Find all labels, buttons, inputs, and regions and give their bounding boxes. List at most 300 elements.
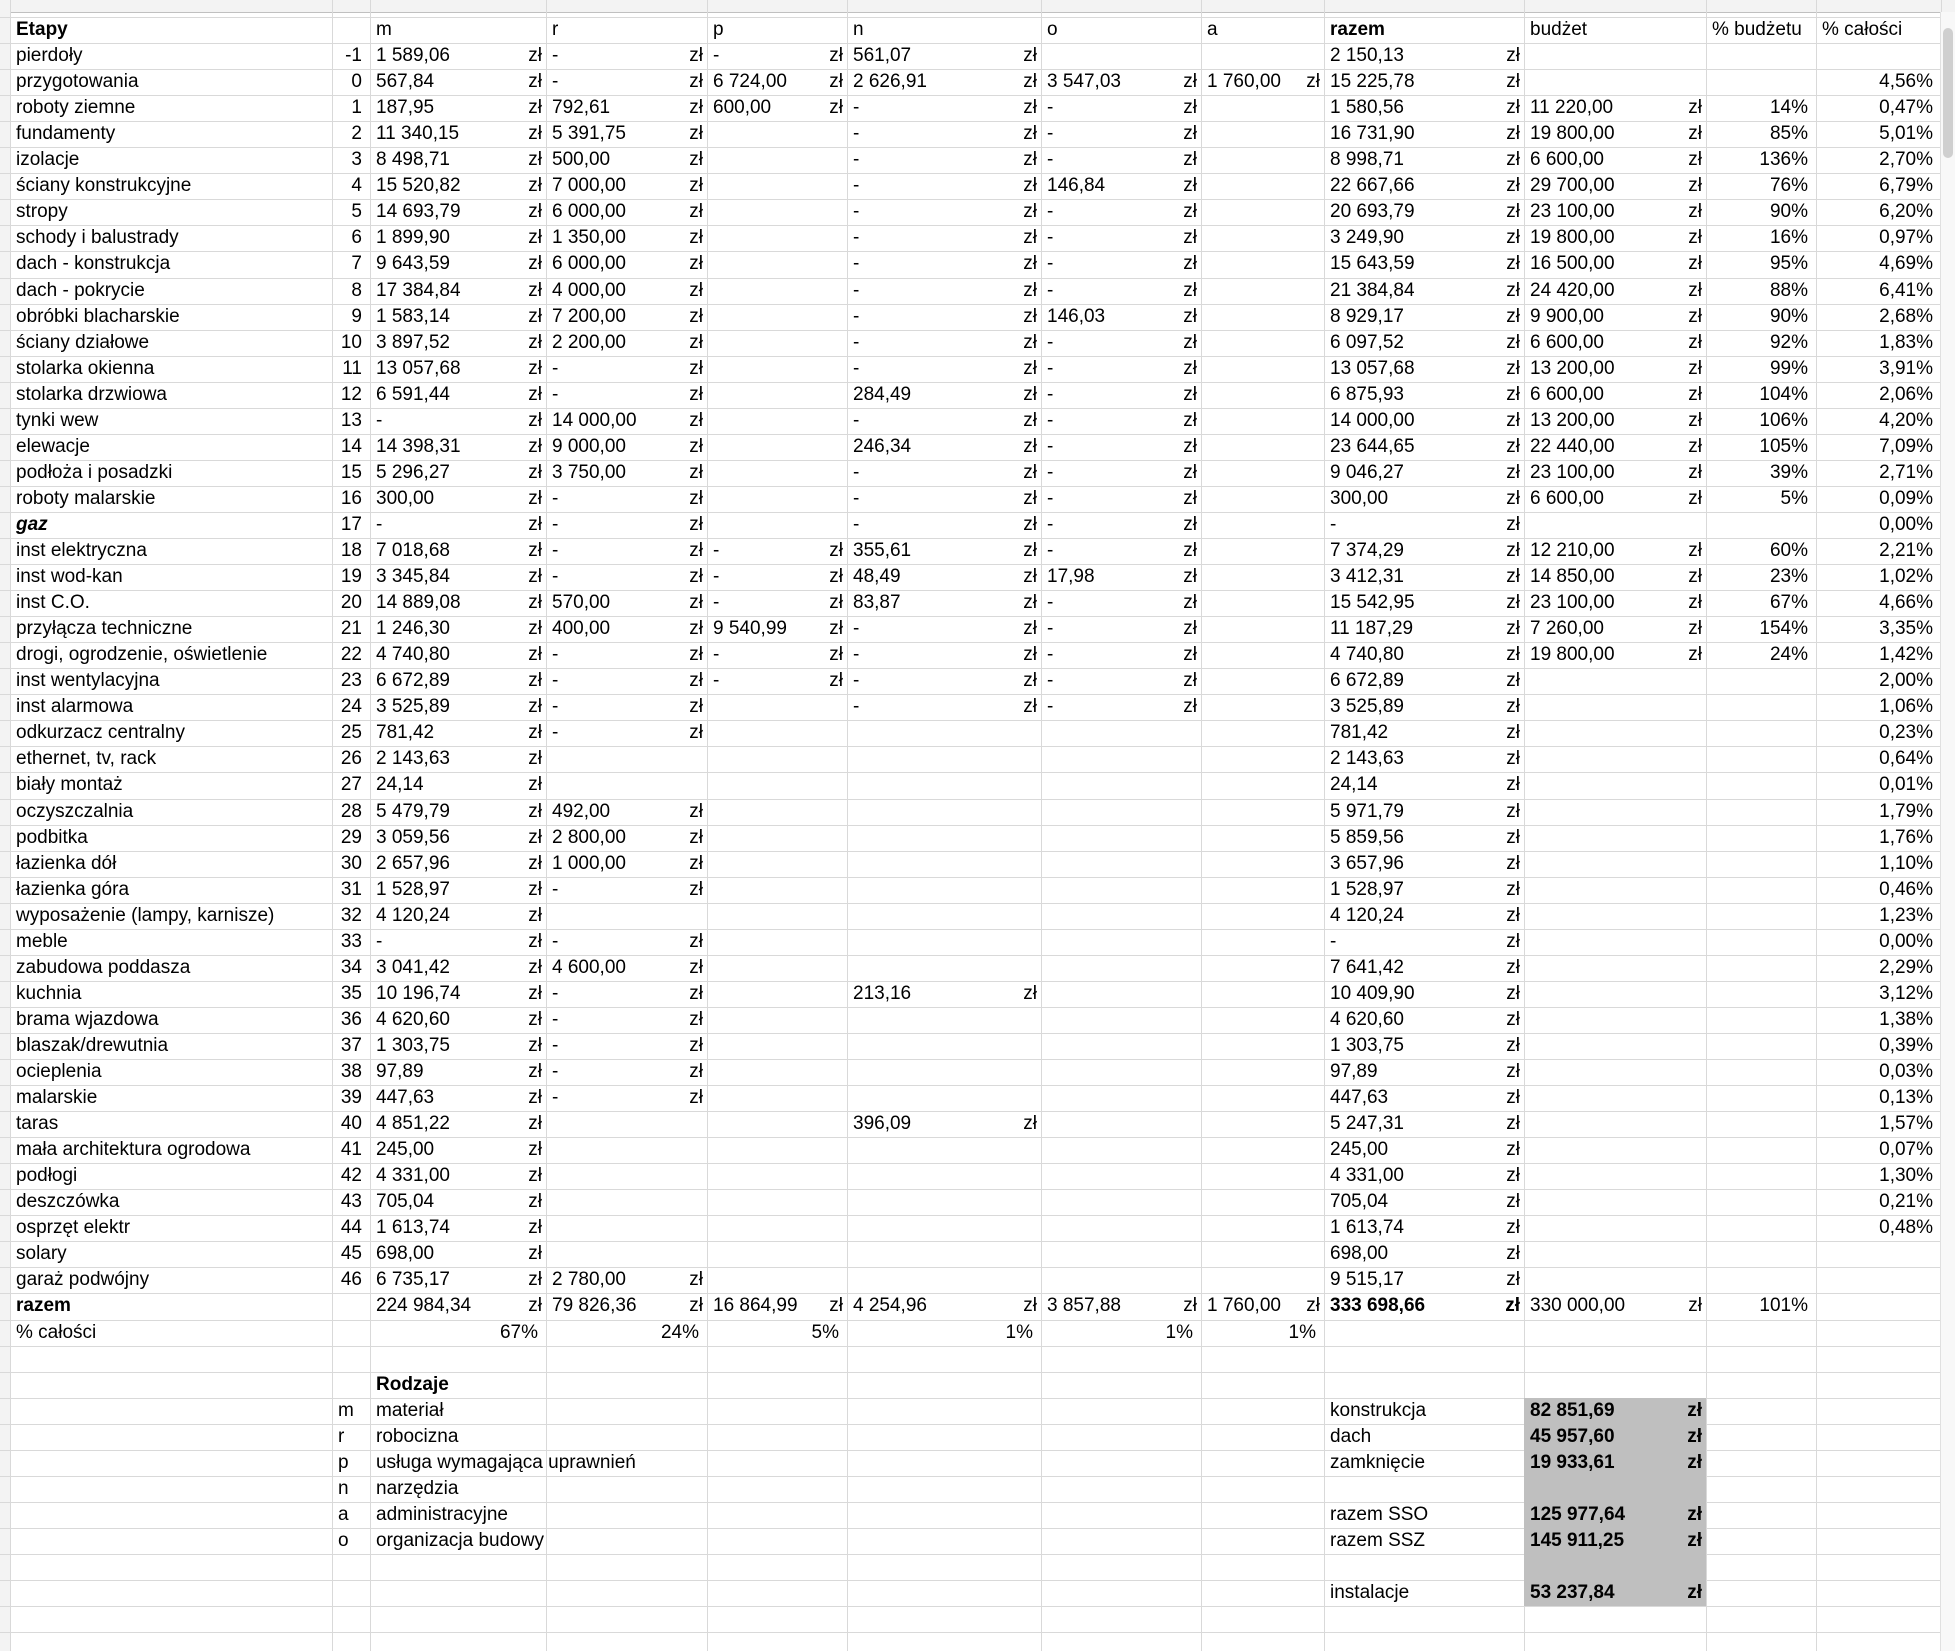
value-m[interactable]: 5 479,79 [376,801,450,822]
value-m[interactable]: 1 583,14 [376,306,450,327]
currency-r[interactable]: zł [689,436,703,457]
currency-razem[interactable]: zł [1506,748,1520,769]
currency-razem[interactable]: zł [1506,644,1520,665]
currency-m[interactable]: zł [528,436,542,457]
row-name[interactable]: gaz [16,514,48,535]
value-a[interactable] [1201,903,1296,929]
row-index[interactable]: 34 [340,957,362,978]
value-a[interactable] [1201,1267,1296,1293]
value-p[interactable] [707,1241,817,1267]
value-budzet[interactable]: 12 210,00 [1530,540,1615,561]
value-pct-calosci[interactable]: 1,38% [1879,1009,1933,1030]
value-r[interactable]: 6 000,00 [552,201,626,222]
currency-budzet[interactable]: zł [1688,306,1702,327]
currency-r[interactable]: zł [689,1061,703,1082]
currency-r[interactable]: zł [689,280,703,301]
value-r[interactable] [546,1241,676,1267]
value-razem[interactable]: 4 620,60 [1330,1009,1404,1030]
value-p[interactable]: - [713,566,720,587]
value-p[interactable] [707,1163,817,1189]
currency-r[interactable]: zł [689,1035,703,1056]
currency-m[interactable]: zł [528,97,542,118]
total-currency-p[interactable]: zł [829,1295,843,1316]
value-o[interactable]: - [1047,97,1054,118]
value-budzet[interactable] [1524,1215,1674,1241]
value-p[interactable] [707,929,817,955]
value-m[interactable]: 6 672,89 [376,670,450,691]
currency-razem[interactable]: zł [1506,879,1520,900]
row-index[interactable]: 38 [340,1061,362,1082]
row-index[interactable]: 11 [342,358,362,379]
row-index[interactable]: 40 [340,1113,362,1134]
value-n[interactable]: - [853,227,860,248]
value-pct-budzetu[interactable] [1706,1111,1816,1137]
value-o[interactable]: - [1047,462,1054,483]
value-o[interactable]: 17,98 [1047,566,1095,587]
currency-m[interactable]: zł [528,801,542,822]
currency-r[interactable]: zł [689,45,703,66]
value-n[interactable] [847,1085,1007,1111]
value-razem[interactable]: 3 657,96 [1330,853,1404,874]
row-index[interactable]: 32 [340,905,362,926]
value-pct-calosci[interactable]: 1,30% [1879,1165,1933,1186]
currency-razem[interactable]: zł [1506,436,1520,457]
value-r[interactable]: 2 200,00 [552,332,626,353]
currency-r[interactable]: zł [689,879,703,900]
currency-m[interactable]: zł [528,853,542,874]
currency-m[interactable]: zł [528,462,542,483]
value-n[interactable] [847,720,1007,746]
currency-o[interactable]: zł [1183,227,1197,248]
summary-label[interactable]: zamknięcie [1330,1452,1426,1473]
currency-n[interactable]: zł [1023,149,1037,170]
value-n[interactable] [847,1267,1007,1293]
value-budzet[interactable] [1524,1085,1674,1111]
currency-m[interactable]: zł [528,748,542,769]
value-pct-budzetu[interactable]: 99% [1769,358,1808,379]
value-r[interactable]: - [552,71,559,92]
value-r[interactable]: 5 391,75 [552,123,626,144]
currency-r[interactable]: zł [689,1009,703,1030]
value-m[interactable]: 14 398,31 [376,436,461,457]
header-n[interactable]: n [853,19,864,40]
value-n[interactable]: - [853,306,860,327]
value-pct-calosci[interactable] [1816,1267,1941,1293]
currency-razem[interactable]: zł [1506,1009,1520,1030]
currency-razem[interactable]: zł [1506,149,1520,170]
currency-razem[interactable]: zł [1506,905,1520,926]
currency-razem[interactable]: zł [1506,827,1520,848]
value-razem[interactable]: 5 859,56 [1330,827,1404,848]
value-a[interactable] [1201,616,1296,642]
currency-m[interactable]: zł [528,1087,542,1108]
currency-n[interactable]: zł [1023,175,1037,196]
value-n[interactable] [847,1007,1007,1033]
value-m[interactable]: 187,95 [376,97,435,118]
value-o[interactable] [1041,772,1181,798]
value-pct-calosci[interactable]: 0,23% [1879,722,1933,743]
currency-n[interactable]: zł [1023,384,1037,405]
value-budzet[interactable]: 22 440,00 [1530,436,1615,457]
currency-m[interactable]: zł [528,384,542,405]
value-razem[interactable]: - [1330,931,1337,952]
currency-razem[interactable]: zł [1506,410,1520,431]
value-n[interactable]: 561,07 [853,45,912,66]
currency-razem[interactable]: zł [1506,722,1520,743]
currency-razem[interactable]: zł [1506,97,1520,118]
value-o[interactable]: - [1047,332,1054,353]
value-pct-budzetu[interactable]: 105% [1759,436,1808,457]
value-razem[interactable]: 447,63 [1330,1087,1389,1108]
value-pct-budzetu[interactable]: 95% [1769,253,1808,274]
value-budzet[interactable]: 16 500,00 [1530,253,1615,274]
value-razem[interactable]: 4 120,24 [1330,905,1404,926]
value-o[interactable] [1041,1163,1181,1189]
value-budzet[interactable]: 6 600,00 [1530,149,1604,170]
percent-o[interactable]: 1% [1165,1322,1193,1343]
currency-n[interactable]: zł [1023,462,1037,483]
value-pct-budzetu[interactable] [1706,955,1816,981]
currency-o[interactable]: zł [1183,384,1197,405]
value-m[interactable]: 14 889,08 [376,592,461,613]
header-razem[interactable]: razem [1330,19,1385,40]
currency-m[interactable]: zł [528,1217,542,1238]
currency-razem[interactable]: zł [1506,801,1520,822]
value-m[interactable]: 3 041,42 [376,957,450,978]
value-r[interactable]: 4 600,00 [552,957,626,978]
currency-m[interactable]: zł [528,931,542,952]
currency-r[interactable]: zł [689,983,703,1004]
value-a[interactable]: 1 760,00 [1207,71,1281,92]
total-r[interactable]: 79 826,36 [552,1295,637,1316]
value-r[interactable]: 400,00 [552,618,611,639]
currency-o[interactable]: zł [1183,592,1197,613]
header-pct-calosci[interactable]: % całości [1822,19,1903,40]
value-m[interactable]: 2 657,96 [376,853,450,874]
value-razem[interactable]: 1 580,56 [1330,97,1404,118]
value-budzet[interactable]: 24 420,00 [1530,280,1615,301]
currency-o[interactable]: zł [1183,540,1197,561]
value-razem[interactable]: 9 515,17 [1330,1269,1404,1290]
value-pct-budzetu[interactable] [1706,799,1816,825]
value-p[interactable]: - [713,45,720,66]
currency-m[interactable]: zł [528,253,542,274]
value-pct-calosci[interactable]: 0,09% [1879,488,1933,509]
value-p[interactable] [707,1137,817,1163]
value-a[interactable] [1201,1137,1296,1163]
value-o[interactable]: - [1047,123,1054,144]
row-name[interactable]: malarskie [16,1087,98,1108]
currency-n[interactable]: zł [1023,566,1037,587]
value-razem[interactable]: 5 971,79 [1330,801,1404,822]
value-a[interactable] [1201,694,1296,720]
currency-m[interactable]: zł [528,175,542,196]
currency-m[interactable]: zł [528,879,542,900]
currency-m[interactable]: zł [528,1165,542,1186]
value-n[interactable]: - [853,97,860,118]
value-razem[interactable]: 4 740,80 [1330,644,1404,665]
value-a[interactable] [1201,486,1296,512]
currency-budzet[interactable]: zł [1688,592,1702,613]
row-index[interactable]: 43 [340,1191,362,1212]
currency-p[interactable]: zł [829,592,843,613]
row-name[interactable]: fundamenty [16,123,116,144]
currency-n[interactable]: zł [1023,253,1037,274]
value-n[interactable]: - [853,358,860,379]
value-budzet[interactable] [1524,903,1674,929]
currency-o[interactable]: zł [1183,175,1197,196]
value-n[interactable]: - [853,462,860,483]
value-n[interactable]: 355,61 [853,540,912,561]
value-razem[interactable]: 20 693,79 [1330,201,1415,222]
value-o[interactable]: - [1047,384,1054,405]
row-index[interactable]: 16 [340,488,362,509]
currency-n[interactable]: zł [1023,436,1037,457]
currency-o[interactable]: zł [1183,670,1197,691]
value-n[interactable]: 213,16 [853,983,912,1004]
currency-razem[interactable]: zł [1506,306,1520,327]
value-pct-budzetu[interactable]: 23% [1769,566,1808,587]
value-a[interactable] [1201,434,1296,460]
value-pct-calosci[interactable]: 2,29% [1879,957,1933,978]
percent-a[interactable]: 1% [1288,1322,1316,1343]
currency-a[interactable]: zł [1306,71,1320,92]
value-razem[interactable]: 13 057,68 [1330,358,1415,379]
currency-o[interactable]: zł [1183,280,1197,301]
currency-n[interactable]: zł [1023,280,1037,301]
currency-m[interactable]: zł [528,358,542,379]
value-a[interactable] [1201,772,1296,798]
value-o[interactable] [1041,1007,1181,1033]
currency-m[interactable]: zł [528,670,542,691]
legend-title[interactable]: Rodzaje [376,1374,449,1395]
row-name[interactable]: tynki wew [16,410,99,431]
value-a[interactable] [1201,564,1296,590]
value-budzet[interactable]: 6 600,00 [1530,488,1604,509]
header-p[interactable]: p [713,19,724,40]
value-n[interactable]: 284,49 [853,384,912,405]
value-o[interactable] [1041,903,1181,929]
currency-razem[interactable]: zł [1506,983,1520,1004]
value-p[interactable] [707,746,817,772]
currency-n[interactable]: zł [1023,123,1037,144]
percent-r[interactable]: 24% [660,1322,699,1343]
row-name[interactable]: wyposażenie (lampy, karnisze) [16,905,275,926]
value-pct-calosci[interactable]: 1,42% [1879,644,1933,665]
row-index[interactable]: 19 [340,566,362,587]
row-name[interactable]: inst C.O. [16,592,90,613]
summary-currency[interactable]: zł [1687,1426,1702,1447]
currency-o[interactable]: zł [1183,358,1197,379]
value-a[interactable] [1201,746,1296,772]
total-n[interactable]: 4 254,96 [853,1295,927,1316]
value-p[interactable] [707,382,817,408]
value-n[interactable] [847,1137,1007,1163]
value-pct-budzetu[interactable] [1706,772,1816,798]
value-p[interactable] [707,955,817,981]
currency-r[interactable]: zł [689,644,703,665]
row-name[interactable]: odkurzacz centralny [16,722,185,743]
value-budzet[interactable] [1524,1033,1674,1059]
total-o[interactable]: 3 857,88 [1047,1295,1121,1316]
value-a[interactable] [1201,720,1296,746]
currency-o[interactable]: zł [1183,514,1197,535]
value-m[interactable]: 567,84 [376,71,435,92]
value-o[interactable]: - [1047,280,1054,301]
total-p[interactable]: 16 864,99 [713,1295,798,1316]
currency-razem[interactable]: zł [1506,384,1520,405]
currency-razem[interactable]: zł [1506,332,1520,353]
value-n[interactable]: - [853,514,860,535]
currency-budzet[interactable]: zł [1688,462,1702,483]
currency-budzet[interactable]: zł [1688,149,1702,170]
value-n[interactable]: - [853,280,860,301]
value-a[interactable] [1201,278,1296,304]
row-index[interactable]: 27 [340,774,362,795]
row-index[interactable]: 4 [351,175,362,196]
value-razem[interactable]: 1 303,75 [1330,1035,1404,1056]
value-r[interactable]: - [552,983,559,1004]
currency-o[interactable]: zł [1183,436,1197,457]
row-name[interactable]: drogi, ogrodzenie, oświetlenie [16,644,268,665]
value-n[interactable] [847,903,1007,929]
total-currency-budzet[interactable]: zł [1688,1295,1702,1316]
value-p[interactable] [707,720,817,746]
value-p[interactable] [707,147,817,173]
value-p[interactable]: 9 540,99 [713,618,787,639]
currency-o[interactable]: zł [1183,149,1197,170]
value-razem[interactable]: 97,89 [1330,1061,1378,1082]
value-razem[interactable]: 4 331,00 [1330,1165,1404,1186]
currency-razem[interactable]: zł [1506,1191,1520,1212]
value-r[interactable] [546,1163,676,1189]
row-index[interactable]: 0 [351,71,362,92]
value-r[interactable]: - [552,566,559,587]
value-o[interactable]: - [1047,696,1054,717]
currency-m[interactable]: zł [528,201,542,222]
row-name[interactable]: łazienka dół [16,853,117,874]
value-a[interactable] [1201,981,1296,1007]
row-name[interactable]: podbitka [16,827,88,848]
currency-m[interactable]: zł [528,827,542,848]
row-index[interactable]: 8 [351,280,362,301]
currency-o[interactable]: zł [1183,201,1197,222]
value-p[interactable] [707,512,817,538]
currency-m[interactable]: zł [528,957,542,978]
currency-razem[interactable]: zł [1506,358,1520,379]
value-razem[interactable]: 7 374,29 [1330,540,1404,561]
value-pct-budzetu[interactable]: 136% [1759,149,1808,170]
value-m[interactable]: 11 340,15 [376,123,460,144]
value-pct-budzetu[interactable]: 67% [1769,592,1808,613]
value-r[interactable]: - [552,879,559,900]
row-index[interactable]: 3 [351,149,362,170]
value-r[interactable]: - [552,514,559,535]
value-pct-calosci[interactable] [1816,1241,1941,1267]
value-budzet[interactable] [1524,43,1674,69]
value-r[interactable] [546,1189,676,1215]
currency-budzet[interactable]: zł [1688,97,1702,118]
currency-razem[interactable]: zł [1506,514,1520,535]
summary-label[interactable]: dach [1330,1426,1372,1447]
value-pct-budzetu[interactable]: 76% [1769,175,1808,196]
value-n[interactable] [847,929,1007,955]
value-pct-budzetu[interactable] [1706,1189,1816,1215]
row-index[interactable]: 24 [340,696,362,717]
value-a[interactable] [1201,382,1296,408]
currency-razem[interactable]: zł [1506,1035,1520,1056]
value-p[interactable] [707,877,817,903]
value-n[interactable]: - [853,410,860,431]
currency-o[interactable]: zł [1183,488,1197,509]
currency-o[interactable]: zł [1183,123,1197,144]
value-a[interactable] [1201,408,1296,434]
row-name[interactable]: roboty malarskie [16,488,156,509]
row-name[interactable]: blaszak/drewutnia [16,1035,169,1056]
currency-m[interactable]: zł [528,332,542,353]
value-pct-budzetu[interactable] [1706,1137,1816,1163]
currency-r[interactable]: zł [689,566,703,587]
value-r[interactable]: 14 000,00 [552,410,637,431]
value-razem[interactable]: 7 641,42 [1330,957,1404,978]
currency-budzet[interactable]: zł [1688,253,1702,274]
value-a[interactable] [1201,825,1296,851]
currency-o[interactable]: zł [1183,618,1197,639]
value-razem[interactable]: 23 644,65 [1330,436,1415,457]
summary-value[interactable]: 19 933,61 [1530,1452,1615,1473]
total-currency-o[interactable]: zł [1183,1295,1197,1316]
row-index[interactable]: 21 [340,618,362,639]
value-o[interactable] [1041,799,1181,825]
value-pct-calosci[interactable]: 0,46% [1879,879,1933,900]
value-budzet[interactable] [1524,825,1674,851]
value-budzet[interactable] [1524,1163,1674,1189]
value-o[interactable] [1041,1111,1181,1137]
currency-m[interactable]: zł [528,696,542,717]
currency-razem[interactable]: zł [1506,618,1520,639]
row-index[interactable]: 29 [340,827,362,848]
value-budzet[interactable]: 23 100,00 [1530,462,1615,483]
summary-currency[interactable]: zł [1687,1452,1702,1473]
row-index[interactable]: 2 [351,123,362,144]
value-r[interactable]: 7 200,00 [552,306,626,327]
currency-m[interactable]: zł [528,1139,542,1160]
currency-n[interactable]: zł [1023,71,1037,92]
value-pct-budzetu[interactable]: 104% [1759,384,1808,405]
currency-razem[interactable]: zł [1506,71,1520,92]
value-pct-budzetu[interactable] [1706,668,1816,694]
value-r[interactable]: - [552,696,559,717]
value-razem[interactable]: 6 672,89 [1330,670,1404,691]
row-name[interactable]: podłoża i posadzki [16,462,173,483]
value-razem[interactable]: 2 150,13 [1330,45,1404,66]
currency-budzet[interactable]: zł [1688,175,1702,196]
value-p[interactable] [707,1189,817,1215]
scrollbar-thumb[interactable] [1943,28,1953,158]
value-n[interactable]: - [853,149,860,170]
value-budzet[interactable]: 11 220,00 [1530,97,1614,118]
value-o[interactable] [1041,929,1181,955]
value-pct-calosci[interactable]: 2,68% [1879,306,1933,327]
row-name[interactable]: przygotowania [16,71,139,92]
value-n[interactable] [847,1059,1007,1085]
value-p[interactable] [707,799,817,825]
value-pct-calosci[interactable]: 3,91% [1879,358,1933,379]
value-m[interactable]: 4 851,22 [376,1113,450,1134]
currency-razem[interactable]: zł [1506,592,1520,613]
value-r[interactable]: 7 000,00 [552,175,626,196]
value-n[interactable] [847,955,1007,981]
